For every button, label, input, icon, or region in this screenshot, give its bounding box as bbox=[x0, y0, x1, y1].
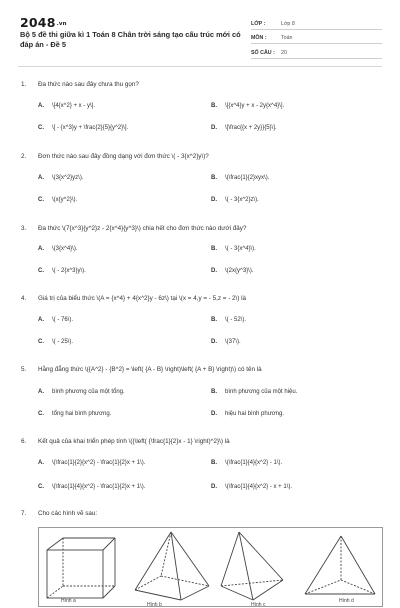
option-a[interactable] bbox=[38, 460, 145, 466]
question-number: 3. bbox=[21, 225, 27, 232]
option-text: \( - 76\). bbox=[52, 317, 74, 323]
document-title: Bộ 5 đề thi giữa kì 1 Toán 8 Chân trời sáng tạo cấu trúc mới có đáp án - Đề 5 bbox=[20, 30, 241, 49]
question-text: Đơn thức nào sau đây đồng dạng với đơn thức \( - 3{x^2}y\)? bbox=[38, 153, 209, 160]
site-logo[interactable] bbox=[20, 15, 67, 30]
option-text: \( - 52\). bbox=[225, 317, 247, 323]
option-label: B. bbox=[211, 389, 217, 395]
option-label: A. bbox=[38, 246, 44, 252]
option-c[interactable] bbox=[38, 411, 111, 417]
option-label: A. bbox=[38, 460, 44, 466]
question-text: Đa thức nào sau đây chưa thu gọn? bbox=[38, 81, 139, 88]
option-label: D. bbox=[211, 268, 217, 274]
option-d[interactable] bbox=[211, 125, 277, 131]
option-c[interactable] bbox=[38, 125, 128, 131]
option-a[interactable] bbox=[38, 103, 95, 109]
figure-caption: Hình a bbox=[61, 598, 76, 604]
option-a[interactable] bbox=[38, 175, 84, 181]
option-text: \(\frac{1}{4}{x^2} - \frac{1}{2}x + 1\). bbox=[52, 484, 146, 490]
meta-value: Toán bbox=[281, 35, 293, 42]
option-text: \(37\). bbox=[225, 339, 241, 345]
option-label: C. bbox=[38, 197, 44, 203]
meta-label: SỐ CÂU : bbox=[251, 49, 275, 56]
option-c[interactable] bbox=[38, 484, 145, 490]
option-text: bình phương của một tổng. bbox=[52, 389, 125, 395]
meta-value: 20 bbox=[281, 49, 287, 56]
option-label: B. bbox=[211, 246, 217, 252]
option-d[interactable] bbox=[211, 339, 241, 345]
question-number: 1. bbox=[21, 81, 27, 88]
option-label: B. bbox=[211, 460, 217, 466]
option-text: \( - 3{x^2}z\). bbox=[225, 197, 259, 203]
option-label: B. bbox=[211, 175, 217, 181]
option-label: A. bbox=[38, 103, 44, 109]
option-c[interactable] bbox=[38, 268, 86, 274]
question-text: Kết quả của khai triển phép tính \({\left( {\frac{1}{2}x - 1} \right)^2}\) là bbox=[38, 438, 230, 445]
logo-text: 2048 bbox=[20, 15, 56, 30]
option-label: D. bbox=[211, 197, 217, 203]
option-c[interactable] bbox=[38, 339, 73, 345]
option-label: B. bbox=[211, 317, 217, 323]
option-d[interactable] bbox=[211, 411, 284, 417]
pyramid-figure bbox=[131, 530, 213, 604]
figure-caption: Hình d bbox=[339, 598, 354, 604]
meta-row-class bbox=[251, 15, 382, 30]
option-label: C. bbox=[38, 339, 44, 345]
option-label: C. bbox=[38, 411, 44, 417]
option-label: C. bbox=[38, 484, 44, 490]
meta-table bbox=[251, 15, 382, 59]
option-text: \(\frac{1}{4}{x^2} - x + 1\). bbox=[225, 484, 293, 490]
option-d[interactable] bbox=[211, 268, 254, 274]
option-text: \(\frac{1}{2}{x^2} - \frac{1}{2}x + 1\). bbox=[52, 460, 146, 466]
option-text: \(\frac{1}{2}xyx\). bbox=[225, 175, 270, 181]
option-d[interactable] bbox=[211, 197, 259, 203]
option-label: C. bbox=[38, 268, 44, 274]
question-number: 5. bbox=[21, 366, 27, 373]
option-label: D. bbox=[211, 484, 217, 490]
question-text: Đa thức \(7{x^3}{y^2}z - 2{x^4}{y^3}\) chia hết cho đơn thức nào dưới đây? bbox=[38, 225, 247, 232]
question-number: 7. bbox=[21, 510, 27, 517]
option-text: \(x{y^2}\). bbox=[52, 197, 78, 203]
option-text: \( - 25\). bbox=[52, 339, 74, 345]
option-label: D. bbox=[211, 411, 217, 417]
option-c[interactable] bbox=[38, 197, 77, 203]
option-a[interactable] bbox=[38, 389, 125, 395]
triangular-figure bbox=[297, 534, 381, 604]
option-label: D. bbox=[211, 125, 217, 131]
option-a[interactable] bbox=[38, 246, 78, 252]
header-divider bbox=[18, 66, 382, 67]
option-label: A. bbox=[38, 389, 44, 395]
option-b[interactable] bbox=[211, 460, 282, 466]
meta-label: LỚP : bbox=[251, 20, 266, 27]
question-number: 6. bbox=[21, 438, 27, 445]
option-label: B. bbox=[211, 103, 217, 109]
option-b[interactable] bbox=[211, 175, 269, 181]
meta-row-count bbox=[251, 44, 382, 59]
question-number: 4. bbox=[21, 295, 27, 302]
option-text: \(3{x^2}yz\). bbox=[52, 175, 84, 181]
option-label: A. bbox=[38, 175, 44, 181]
option-text: \[\frac{{x + 2y}}{5}\]. bbox=[225, 125, 277, 131]
question-number: 2. bbox=[21, 153, 27, 160]
option-text: \(3{x^4}\). bbox=[52, 246, 78, 252]
option-text: \[4{x^2} + x - y\]. bbox=[52, 103, 96, 109]
question-text: Giá trị của biểu thức \(A = {x^4} + 4{x^2}y - 6z\) tại \(x = 4,y = - 5,z = - 2\) là bbox=[38, 295, 247, 302]
figure-caption: Hình c bbox=[251, 602, 266, 608]
figures-box bbox=[38, 527, 383, 607]
option-b[interactable] bbox=[211, 317, 246, 323]
option-text: \( - 2{x^3}y\). bbox=[52, 268, 86, 274]
option-text: \[{x^4}y + x - 2y{x^4}\]. bbox=[225, 103, 285, 109]
option-label: A. bbox=[38, 317, 44, 323]
option-text: hiệu hai bình phương. bbox=[225, 411, 284, 417]
option-b[interactable] bbox=[211, 103, 284, 109]
option-a[interactable] bbox=[38, 317, 73, 323]
question-text: Hằng đẳng thức \({A^2} - {B^2} = \left( {A - B} \right)\left( {A + B} \right)\) có tên là bbox=[38, 366, 262, 373]
option-text: bình phương của một hiệu. bbox=[225, 389, 298, 395]
figure-caption: Hình b bbox=[147, 602, 162, 608]
meta-value: Lớp 8 bbox=[281, 20, 295, 27]
option-d[interactable] bbox=[211, 484, 292, 490]
option-text: tổng hai bình phương. bbox=[52, 411, 112, 417]
option-b[interactable] bbox=[211, 246, 256, 252]
option-b[interactable] bbox=[211, 389, 297, 395]
option-label: C. bbox=[38, 125, 44, 131]
option-label: D. bbox=[211, 339, 217, 345]
option-text: \(2x{y^3}\). bbox=[225, 268, 254, 274]
meta-label: MÔN : bbox=[251, 35, 267, 42]
option-text: \(\frac{1}{4}{x^2} - 1\). bbox=[225, 460, 283, 466]
option-text: \( - 3{x^4}\). bbox=[225, 246, 256, 252]
prism-figure bbox=[43, 534, 119, 604]
option-text: \[ - {x^3}y + \frac{2}{5}{y^2}\]. bbox=[52, 125, 129, 131]
logo-suffix: .vn bbox=[56, 20, 67, 27]
meta-row-subject bbox=[251, 30, 382, 45]
question-text: Cho các hình vẽ sau: bbox=[38, 510, 98, 517]
tetrahedron-figure bbox=[217, 530, 287, 602]
